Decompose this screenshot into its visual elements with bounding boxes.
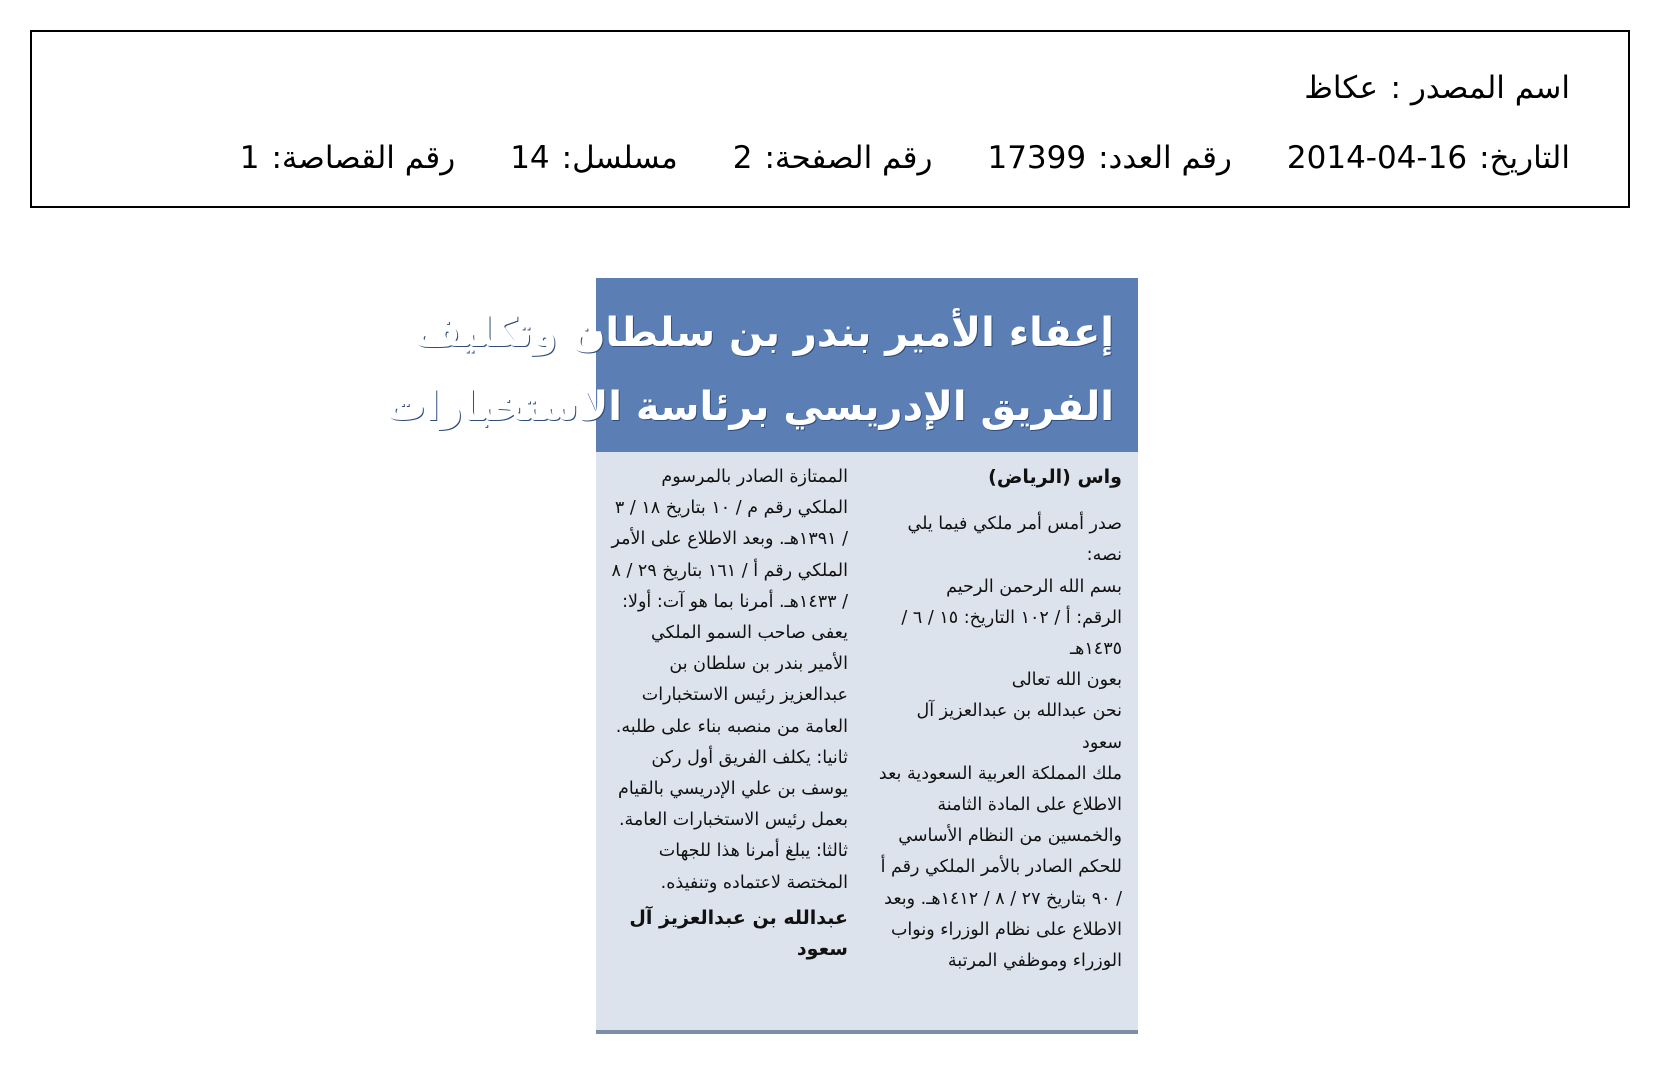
paragraph: ثالثا: يبلغ أمرنا هذا للجهات المختصة لاعتماده وتنفيذه. <box>658 841 848 893</box>
article-byline: واس (الرياض) <box>988 466 1122 488</box>
article-signature: عبدالله بن عبدالعزيز آل سعود <box>629 906 848 960</box>
paragraph: نحن عبدالله بن عبدالعزيز آل سعود <box>916 701 1122 753</box>
source-label: اسم المصدر : <box>1390 70 1570 106</box>
serial-label: مسلسل: <box>561 140 678 176</box>
source-value: عكاظ <box>1304 70 1378 106</box>
paragraph: الرقم: أ / ١٠٢ التاريخ: ١٥ / ٦ / ١٤٣٥هـ <box>901 607 1122 660</box>
article-headline <box>385 278 1138 452</box>
paragraph: ملك المملكة العربية السعودية بعد الاطلاع على المادة الثامنة والخمسين من النظام الأساسي للحكم الصادر بالأمر الملكي رقم أ / ٩٠ بتاريخ ٢٧ / ٨ / ١٤١٢هـ. وبعد الاطلاع على نظام الوزراء ونواب الوزراء وموظفي المرتبة <box>878 763 1122 972</box>
article-column-right <box>877 462 1122 977</box>
source-info-box <box>30 30 1630 208</box>
clip-label: رقم القصاصة: <box>271 140 456 176</box>
date-label: التاريخ: <box>1479 140 1570 176</box>
page-field <box>733 140 933 176</box>
source-row <box>182 70 1570 106</box>
date-field <box>1287 140 1570 176</box>
serial-field <box>510 140 678 176</box>
issue-field <box>987 140 1231 176</box>
clip-field <box>240 140 455 176</box>
clipping-bottom-rule <box>596 1030 1138 1034</box>
issue-value: 17399 <box>987 140 1087 176</box>
paragraph: صدر أمس أمر ملكي فيما يلي نصه: <box>907 514 1122 566</box>
headline-line-2: الفريق الإدريسي برئاسة الاستخبارات <box>385 384 1114 430</box>
paragraph: بعون الله تعالى <box>1011 670 1122 691</box>
meta-row <box>182 140 1570 176</box>
clip-value: 1 <box>239 140 260 176</box>
newspaper-clipping <box>385 278 1138 1034</box>
paragraph: ثانيا: يكلف الفريق أول ركن يوسف بن علي الإدريسي بالقيام بعمل رئيس الاستخبارات العامة. <box>618 747 848 831</box>
paragraph: بسم الله الرحمن الرحيم <box>946 576 1122 597</box>
page-value: 2 <box>732 140 753 176</box>
headline-line-1: إعفاء الأمير بندر بن سلطان وتكليف <box>413 310 1114 356</box>
serial-value: 14 <box>510 140 550 176</box>
date-value: 2014-04-16 <box>1286 140 1468 176</box>
page-label: رقم الصفحة: <box>764 140 933 176</box>
article-column-left <box>608 462 848 965</box>
issue-label: رقم العدد: <box>1098 140 1232 176</box>
paragraph: الممتازة الصادر بالمرسوم الملكي رقم م / ١٠ بتاريخ ١٨ / ٣ / ١٣٩١هـ. وبعد الاطلاع على الأمر الملكي رقم أ / ١٦١ بتاريخ ٢٩ / ٨ / ١٤٣٣هـ. أمرنا بما هو آت: أولا: يعفى صاحب السمو الملكي الأمير بندر بن سلطان بن عبدالعزيز رئيس الاستخبارات العامة من منصبه بناء على طلبه. <box>611 467 848 737</box>
